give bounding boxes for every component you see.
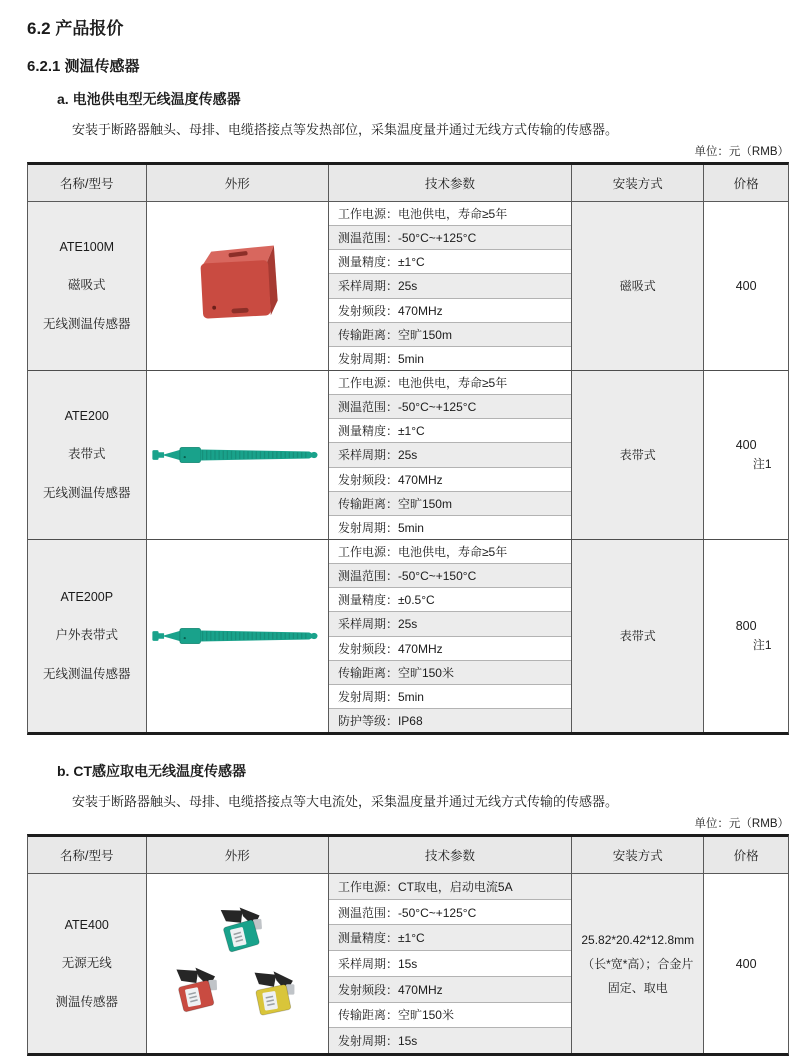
price-cell (704, 202, 788, 370)
param-row: 采样周期：25s (329, 443, 571, 467)
param-row: 测量精度：±1°C (329, 250, 571, 274)
ate100m-product-image (175, 236, 299, 336)
section-title: 6.2 产品报价 (27, 19, 124, 38)
col-header-name-model: 名称/型号 (28, 165, 147, 201)
price-note: 注1 (752, 638, 772, 652)
price-cell (704, 540, 788, 732)
install-line: 固定、取电 (607, 980, 668, 995)
tech-params-cell (329, 371, 572, 539)
model-name: 无线测温传感器 (43, 317, 131, 331)
price-value: 800 (735, 619, 757, 633)
col-header-tech-params: 技术参数 (329, 165, 572, 201)
ct-sensor-table (27, 834, 789, 1056)
param-row: 发射周期：5min (337, 351, 424, 366)
install-method-cell (572, 874, 704, 1053)
model-type: 户外表带式 (55, 628, 119, 642)
col-header-install: 安装方式 (572, 837, 704, 873)
model-number: ATE200P (60, 590, 114, 604)
product-image-cell (147, 202, 329, 370)
section-b-title: b. CT感应取电无线温度传感器 (57, 763, 246, 779)
param-row: 发射频段：470MHz (329, 299, 571, 323)
model-number: ATE200 (64, 409, 109, 423)
install-line: 表带式 (619, 448, 656, 462)
price-value: 400 (735, 279, 757, 293)
model-number: ATE100M (59, 240, 115, 254)
param-row: 测量精度：±1°C (329, 925, 571, 951)
table-row-ate400 (28, 874, 788, 1053)
param-row: 工作电源：电池供电，寿命≥5年 (329, 371, 571, 395)
model-cell (28, 874, 147, 1053)
install-line: 25.82*20.42*12.8mm (581, 932, 695, 947)
param-row: 工作电源：电池供电，寿命≥5年 (329, 202, 571, 226)
param-row: 防护等级：IP68 (329, 709, 571, 732)
model-cell (28, 202, 147, 370)
model-type: 磁吸式 (68, 278, 106, 292)
product-image-cell (147, 874, 329, 1053)
param-row: 采样周期：25s (329, 274, 571, 298)
param-row: 传输距离：空旷150米 (329, 661, 571, 685)
install-method-cell (572, 202, 704, 370)
col-header-shape: 外形 (147, 165, 329, 201)
price-note: 注1 (752, 457, 772, 471)
model-name: 无线测温传感器 (43, 667, 131, 681)
table-row-ate200 (28, 370, 788, 539)
section-b-description: 安装于断路器触头、母排、电缆搭接点等大电流处，采集温度量并通过无线方式传输的传感器。 (72, 794, 619, 809)
price-value: 400 (735, 956, 757, 971)
param-row: 发射频段：470MHz (329, 468, 571, 492)
model-name: 测温传感器 (55, 994, 119, 1009)
ate200-product-image (151, 435, 323, 475)
param-row: 工作电源：CT取电，启动电流5A (329, 874, 571, 900)
ate200p-product-image (151, 616, 323, 656)
param-row: 测温范围：-50°C~+125°C (329, 900, 571, 926)
tech-params-cell (329, 874, 572, 1053)
param-row: 测量精度：±1°C (329, 419, 571, 443)
param-row: 测量精度：±0.5°C (329, 588, 571, 612)
subsection-title: 6.2.1 测温传感器 (27, 58, 140, 75)
table-header-row (28, 165, 788, 202)
price-cell (704, 874, 788, 1053)
col-header-price: 价格 (733, 849, 759, 863)
model-type: 表带式 (68, 447, 106, 461)
table-row-ate100m (28, 202, 788, 370)
table-header-row (28, 837, 788, 874)
table-row-ate200p (28, 539, 788, 732)
col-header-price: 价格 (733, 177, 759, 191)
product-image-cell (147, 371, 329, 539)
param-row: 传输距离：空旷150米 (329, 1003, 571, 1029)
col-header-shape: 外形 (147, 837, 329, 873)
install-method-cell (572, 540, 704, 732)
param-row: 发射频段：470MHz (329, 637, 571, 661)
install-line: 磁吸式 (619, 279, 656, 293)
param-row: 测温范围：-50°C~+150°C (329, 564, 571, 588)
unit-label: 单位：元（RMB） (694, 146, 789, 158)
tech-params-cell (329, 540, 572, 732)
price-value: 400 (735, 438, 757, 452)
param-row: 发射周期：5min (329, 685, 571, 709)
product-image-cell (147, 540, 329, 732)
section-a-description: 安装于断路器触头、母排、电缆搭接点等发热部位，采集温度量并通过无线方式传输的传感器。 (72, 122, 619, 137)
section-a-title: a. 电池供电型无线温度传感器 (57, 91, 241, 107)
col-header-tech-params: 技术参数 (329, 837, 572, 873)
model-cell (28, 540, 147, 732)
col-header-install: 安装方式 (572, 165, 704, 201)
param-row: 测温范围：-50°C~+125°C (329, 395, 571, 419)
install-method-cell (572, 371, 704, 539)
param-row: 采样周期：25s (329, 612, 571, 636)
ate400-product-image (157, 884, 317, 1044)
model-number: ATE400 (64, 917, 109, 932)
tech-params-cell (329, 202, 572, 370)
model-type: 无源无线 (61, 955, 112, 970)
param-row: 工作电源：电池供电，寿命≥5年 (329, 540, 571, 564)
param-row: 发射周期：5min (337, 520, 424, 535)
param-row: 发射频段：470MHz (329, 977, 571, 1003)
col-header-name-model: 名称/型号 (28, 837, 147, 873)
install-line: 表带式 (619, 629, 656, 643)
param-row: 采样周期：15s (329, 951, 571, 977)
model-cell (28, 371, 147, 539)
battery-sensor-table (27, 162, 789, 735)
price-cell (704, 371, 788, 539)
model-name: 无线测温传感器 (43, 486, 131, 500)
install-line: （长*宽*高）；合金片 (582, 956, 694, 971)
param-row: 发射周期：15s (329, 1028, 571, 1053)
param-row: 测温范围：-50°C~+125°C (329, 226, 571, 250)
unit-label: 单位：元（RMB） (694, 818, 789, 830)
param-row: 传输距离：空旷150m (329, 323, 571, 347)
param-row: 传输距离：空旷150m (329, 492, 571, 516)
